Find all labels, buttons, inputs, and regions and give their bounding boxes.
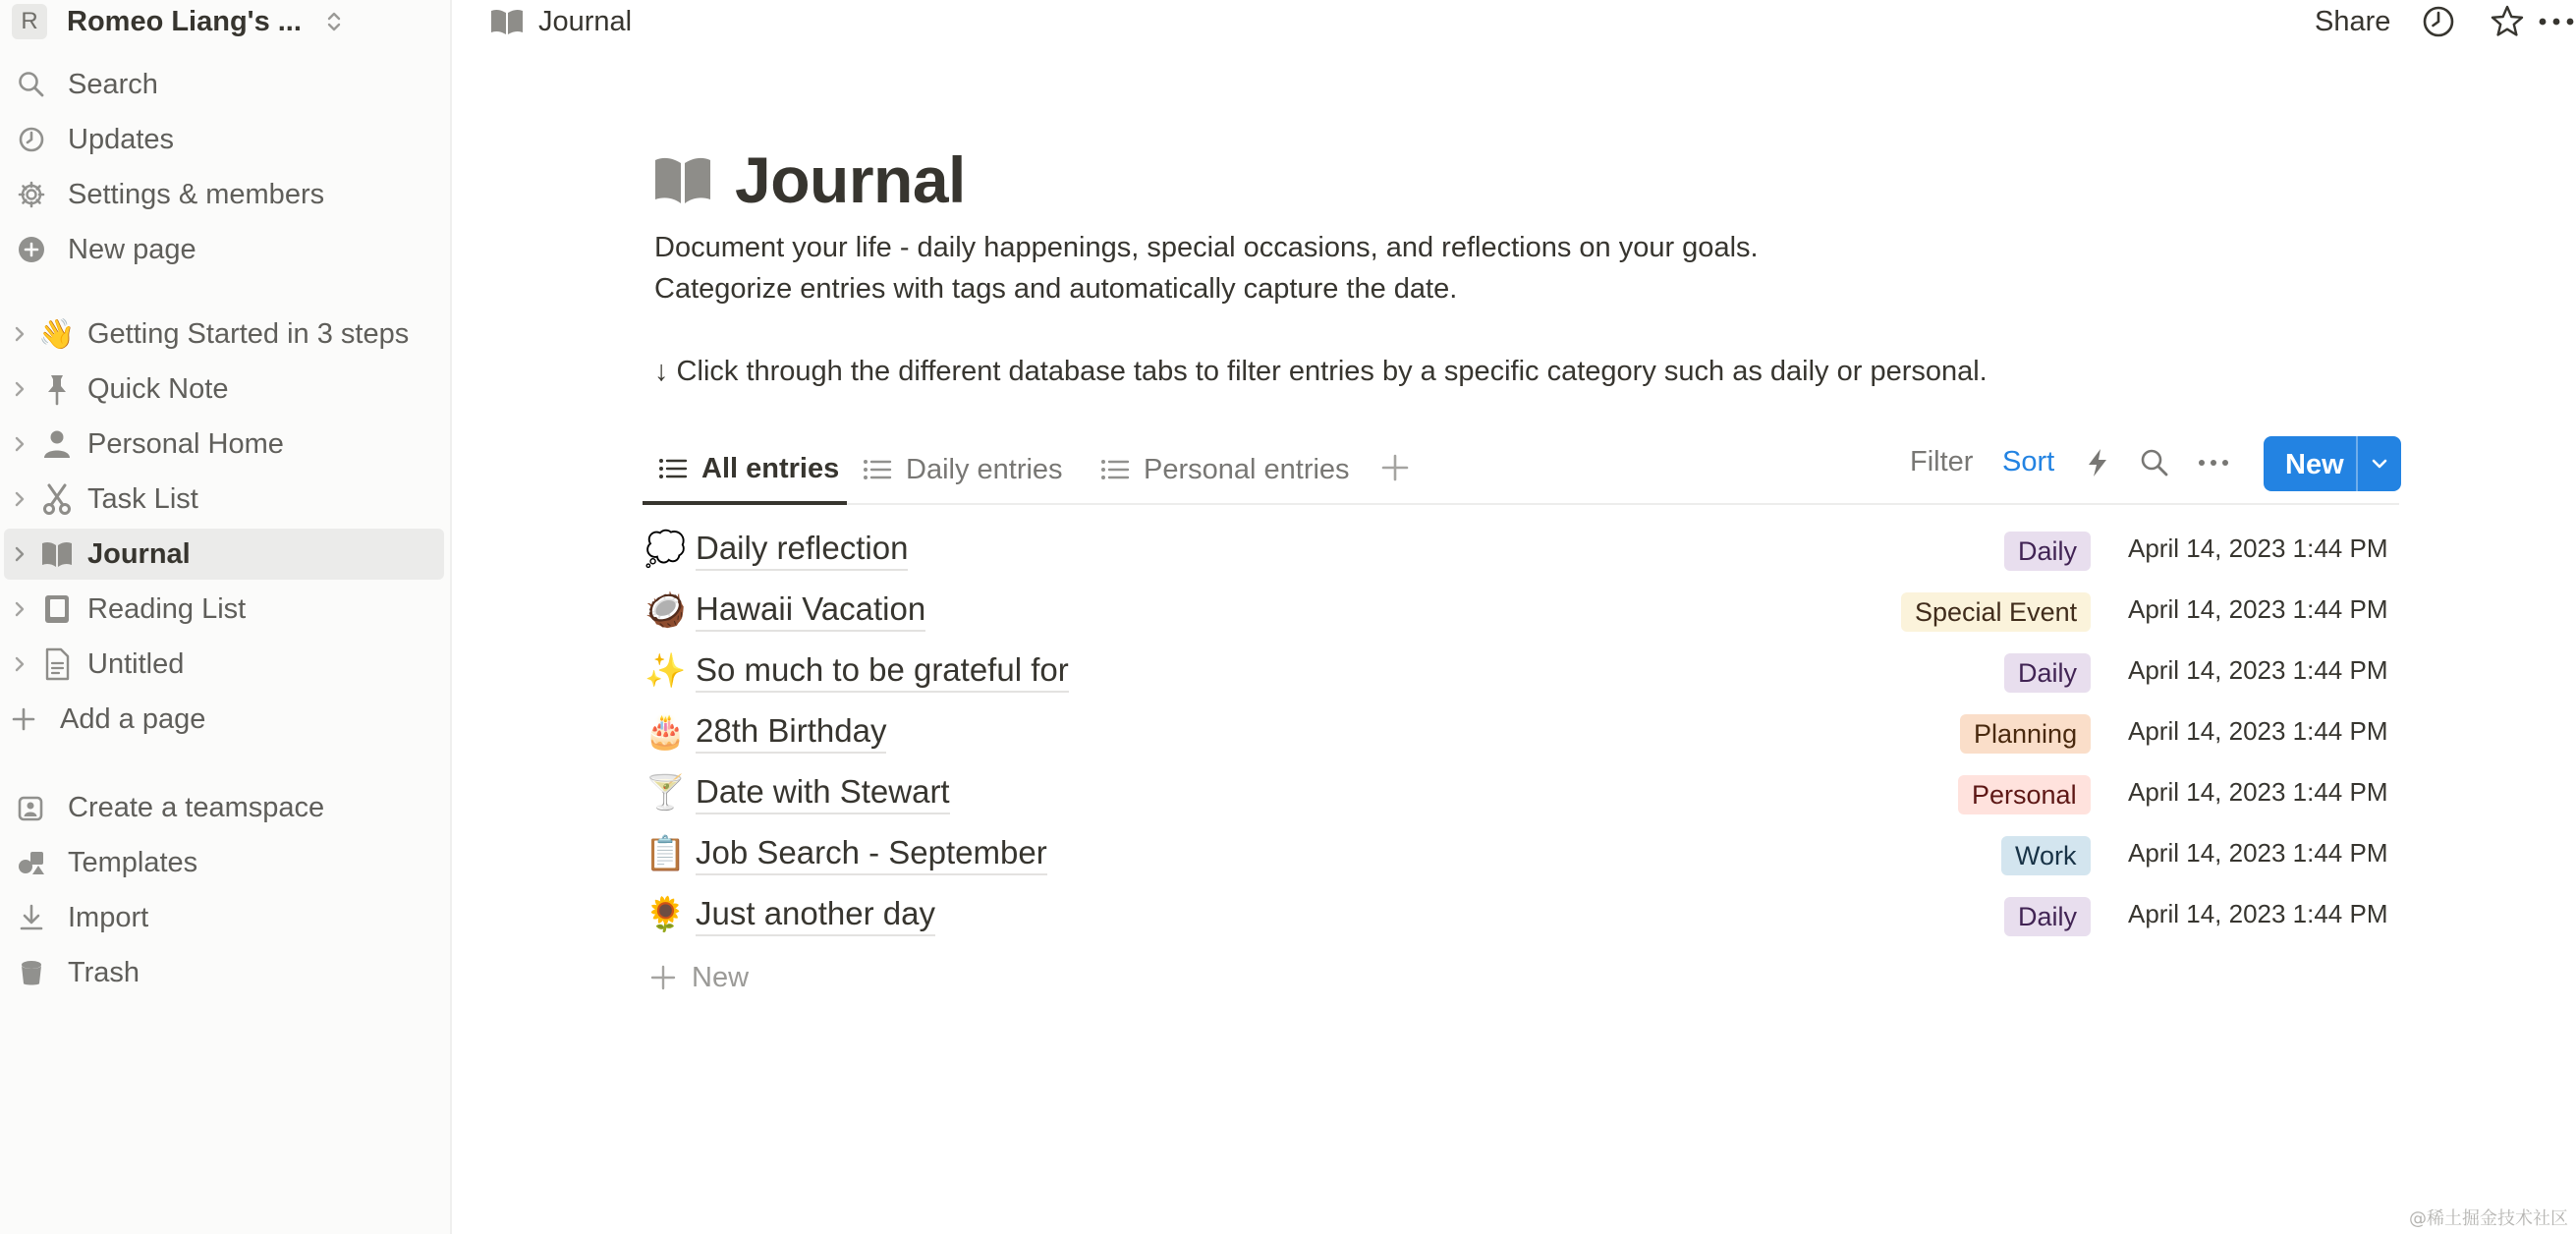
list-icon <box>863 458 892 481</box>
teamspace-icon <box>16 792 47 823</box>
open-book-icon[interactable] <box>652 152 713 207</box>
chevron-right-icon[interactable] <box>12 652 28 676</box>
sidebar-add-page[interactable] <box>0 694 444 745</box>
workspace-switcher[interactable] <box>12 2 343 41</box>
row-date: April 14, 2023 1:44 PM <box>2128 716 2388 746</box>
page-description-line[interactable]: Document your life - daily happenings, special occasions, and reflections on your goals. <box>654 232 1759 263</box>
tag-badge[interactable]: Daily <box>2004 653 2091 693</box>
sidebar-item-updates[interactable] <box>0 114 444 165</box>
row-title[interactable]: So much to be grateful for <box>696 651 1069 693</box>
sidebar-page-untitled[interactable] <box>0 639 444 690</box>
sidebar-page-label: Untitled <box>87 647 185 680</box>
sidebar-item-new-page[interactable] <box>0 224 444 275</box>
sidebar-item-import[interactable] <box>0 892 444 943</box>
watermark: @稀土掘金技术社区 <box>2409 1208 2568 1229</box>
sidebar-item-label: New page <box>68 233 196 265</box>
tab-label: Daily entries <box>906 453 1063 485</box>
gear-icon <box>16 179 47 210</box>
row-title[interactable]: Daily reflection <box>696 530 908 571</box>
top-actions <box>2262 0 2576 43</box>
tab-personal-entries[interactable] <box>1100 436 1350 503</box>
sidebar-page-label: Personal Home <box>87 427 284 460</box>
sidebar-item-label: Settings & members <box>68 178 325 210</box>
search-icon[interactable] <box>2138 446 2171 479</box>
sidebar-item-create-teamspace[interactable] <box>0 782 444 833</box>
chevron-updown-icon <box>325 9 343 34</box>
button-divider <box>2356 436 2358 491</box>
row-emoji-icon: 💭 <box>644 531 687 568</box>
sidebar-page-reading-list[interactable] <box>0 584 444 635</box>
table-row[interactable] <box>643 642 2399 702</box>
row-title[interactable]: Just another day <box>696 895 935 936</box>
row-emoji-icon: 📋 <box>644 835 687 872</box>
chevron-down-icon[interactable] <box>2366 452 2393 476</box>
sidebar-item-label: Search <box>68 68 158 100</box>
tag-badge[interactable]: Work <box>2001 836 2091 875</box>
sidebar-item-templates[interactable] <box>0 837 444 888</box>
row-title[interactable]: 28th Birthday <box>696 712 886 754</box>
page-description-line[interactable]: Categorize entries with tags and automatically capture the date. <box>654 273 1458 305</box>
table-row[interactable] <box>643 702 2399 763</box>
add-new-row-button[interactable] <box>648 953 749 1002</box>
chevron-right-icon[interactable] <box>12 322 28 346</box>
row-emoji-icon: ✨ <box>644 652 687 690</box>
chevron-right-icon[interactable] <box>12 597 28 621</box>
workspace-name: Romeo Liang's ... <box>67 5 302 37</box>
templates-icon <box>16 847 47 878</box>
workspace-avatar: R <box>12 4 47 39</box>
sidebar-item-label: Updates <box>68 123 175 155</box>
row-date: April 14, 2023 1:44 PM <box>2128 655 2388 685</box>
page-description-line[interactable]: ↓ Click through the different database tabs to filter entries by a specific category such as daily or personal. <box>654 356 1988 387</box>
import-icon <box>16 902 47 933</box>
new-entry-button[interactable] <box>2264 436 2401 491</box>
plus-circle-icon <box>16 234 47 265</box>
sidebar-page-label: Journal <box>87 537 191 570</box>
person-icon <box>39 426 75 462</box>
open-book-icon <box>489 7 525 36</box>
tab-label: All entries <box>701 452 840 484</box>
row-emoji-icon: 🎂 <box>644 713 687 751</box>
sort-button[interactable]: Sort <box>2002 446 2055 477</box>
search-icon <box>16 69 47 100</box>
more-icon[interactable] <box>2197 446 2230 479</box>
list-icon <box>1100 458 1130 481</box>
row-emoji-icon: 🍸 <box>644 774 687 812</box>
row-date: April 14, 2023 1:44 PM <box>2128 777 2388 807</box>
table-row[interactable] <box>643 763 2399 824</box>
sidebar-item-trash[interactable] <box>0 947 444 998</box>
chevron-right-icon[interactable] <box>12 487 28 511</box>
plus-icon <box>8 703 39 735</box>
row-title[interactable]: Job Search - September <box>696 834 1047 875</box>
sidebar-page-label: Getting Started in 3 steps <box>87 317 410 350</box>
row-date: April 14, 2023 1:44 PM <box>2128 594 2388 624</box>
tag-badge[interactable]: Daily <box>2004 532 2091 571</box>
table-row[interactable] <box>643 885 2399 946</box>
row-title[interactable]: Date with Stewart <box>696 773 950 814</box>
star-icon[interactable] <box>2490 4 2525 39</box>
row-emoji-icon: 🌻 <box>644 896 687 933</box>
sidebar-item-settings[interactable] <box>0 169 444 220</box>
breadcrumb-label: Journal <box>538 5 633 37</box>
add-new-row-label: New <box>692 961 750 993</box>
sidebar-page-label: Quick Note <box>87 372 229 405</box>
trash-icon <box>16 957 47 988</box>
row-date: April 14, 2023 1:44 PM <box>2128 533 2388 563</box>
clock-icon <box>16 124 47 155</box>
sidebar-item-label: Trash <box>68 956 140 988</box>
plus-icon <box>648 963 678 992</box>
waving-hand-icon: 👋 <box>38 317 76 351</box>
sidebar-item-label: Templates <box>68 846 198 878</box>
tab-label: Personal entries <box>1144 453 1350 485</box>
tab-all-entries[interactable] <box>643 436 847 505</box>
share-button[interactable]: Share <box>2315 6 2391 37</box>
row-date: April 14, 2023 1:44 PM <box>2128 899 2388 928</box>
sidebar-page-label: Task List <box>87 482 198 515</box>
page-title[interactable]: Journal <box>735 143 966 216</box>
topbar <box>454 0 2576 43</box>
sidebar-page-journal[interactable] <box>4 529 444 580</box>
pin-icon <box>39 371 75 407</box>
sidebar-item-label: Import <box>68 901 149 933</box>
tag-badge[interactable]: Personal <box>1958 775 2091 814</box>
sidebar-page-label: Reading List <box>87 592 247 625</box>
sidebar-item-search[interactable] <box>0 59 444 110</box>
tag-badge[interactable]: Daily <box>2004 897 2091 936</box>
sidebar-item-label: Add a page <box>60 702 206 735</box>
sidebar <box>0 0 452 1234</box>
filter-button[interactable]: Filter <box>1910 446 1974 477</box>
sidebar-page-quick-note[interactable] <box>0 364 444 415</box>
tab-daily-entries[interactable] <box>863 436 1063 503</box>
lightning-icon[interactable] <box>2081 446 2114 479</box>
list-icon <box>658 457 688 480</box>
more-icon[interactable] <box>2537 4 2576 39</box>
document-icon <box>39 646 75 682</box>
chevron-right-icon[interactable] <box>12 377 28 401</box>
book-icon <box>39 591 75 627</box>
table-row[interactable] <box>643 520 2399 581</box>
open-book-icon <box>39 536 75 572</box>
chevron-right-icon[interactable] <box>12 432 28 456</box>
sidebar-item-label: Create a teamspace <box>68 791 325 823</box>
sidebar-page-personal-home[interactable] <box>0 419 444 470</box>
tag-badge[interactable]: Planning <box>1960 714 2091 754</box>
history-clock-icon[interactable] <box>2421 4 2456 39</box>
page-header <box>652 138 966 222</box>
row-emoji-icon: 🥥 <box>644 591 687 629</box>
row-title[interactable]: Hawaii Vacation <box>696 590 925 632</box>
sidebar-page-getting-started[interactable] <box>0 308 444 360</box>
chevron-right-icon[interactable] <box>12 542 28 566</box>
sidebar-page-task-list[interactable] <box>0 474 444 525</box>
new-entry-label: New <box>2285 449 2344 480</box>
scissors-icon <box>39 481 75 517</box>
tag-badge[interactable]: Special Event <box>1901 592 2091 632</box>
table-row[interactable] <box>643 824 2399 885</box>
row-date: April 14, 2023 1:44 PM <box>2128 838 2388 868</box>
add-view-icon[interactable] <box>1377 450 1413 485</box>
breadcrumb[interactable] <box>489 2 632 41</box>
database-view-tabs <box>643 436 2399 505</box>
table-row[interactable] <box>643 581 2399 642</box>
